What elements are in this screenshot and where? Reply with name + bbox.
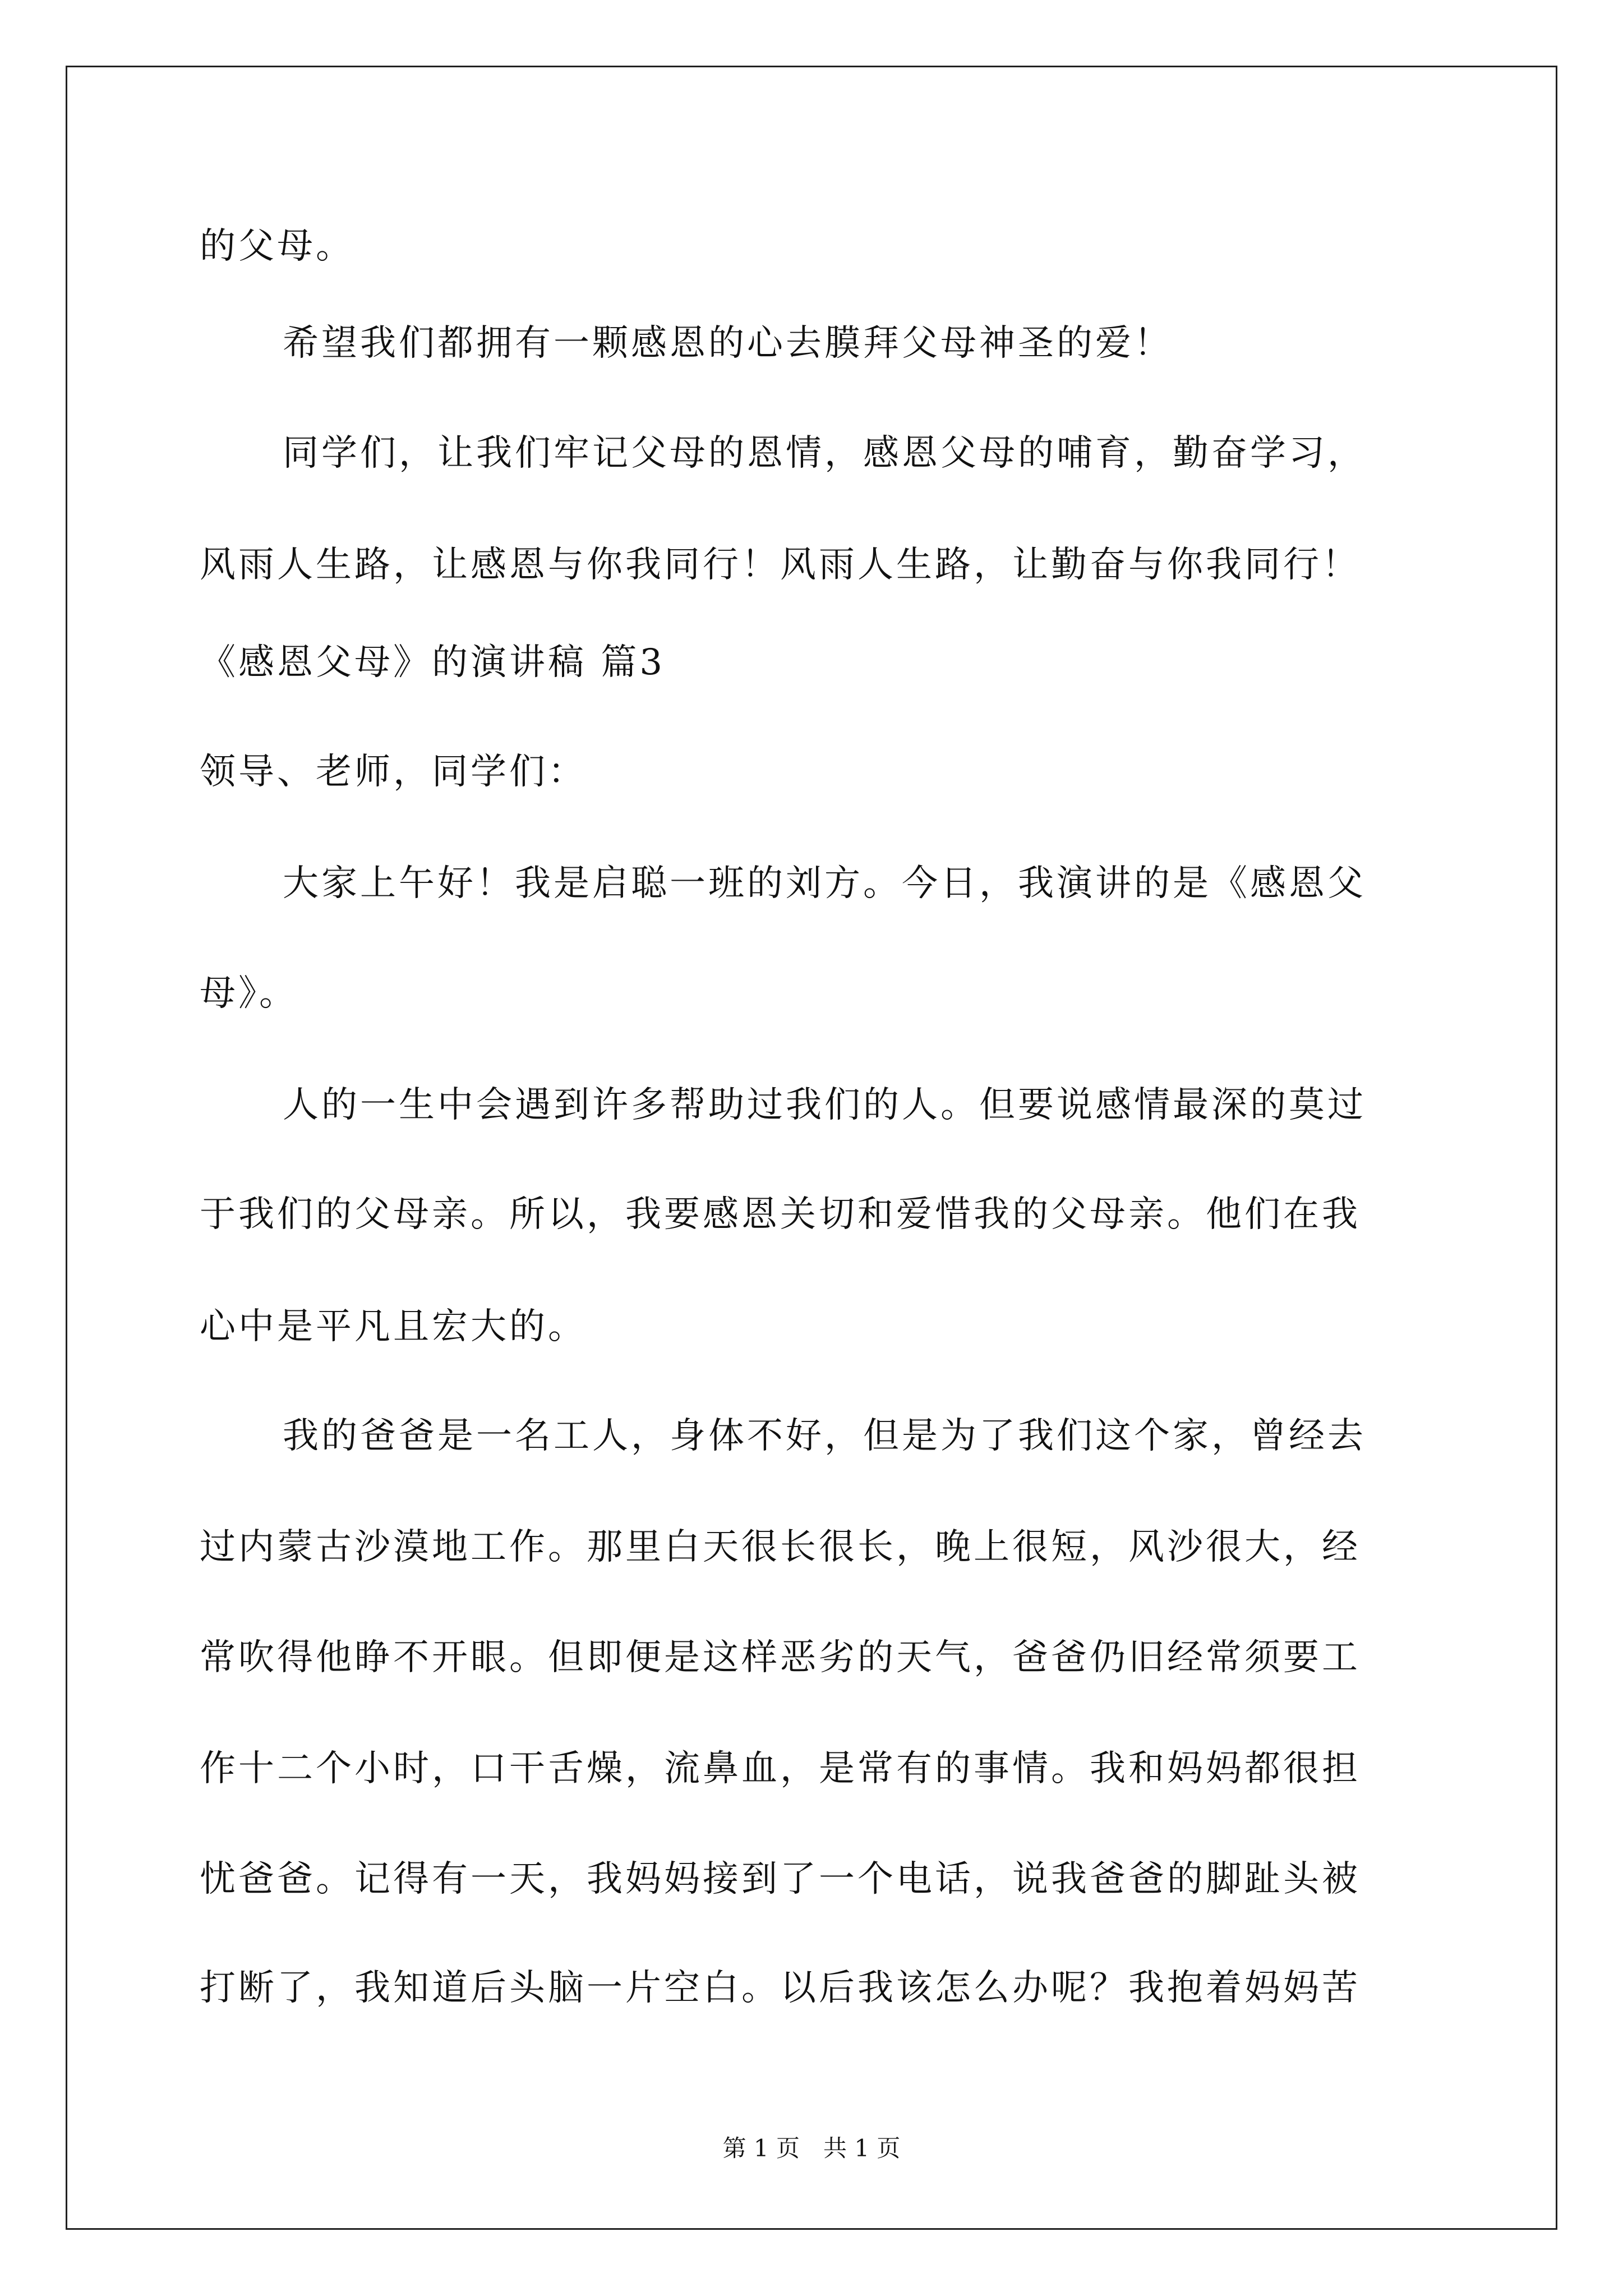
paragraph-line: 风雨人生路，让感恩与你我同行！风雨人生路，让勤奋与你我同行！ <box>200 544 1361 586</box>
paragraph-line: 希望我们都拥有一颗感恩的心去膜拜父母神圣的爱！ <box>283 323 1173 364</box>
paragraph-line: 忧爸爸。记得有一天，我妈妈接到了一个电话，说我爸爸的脚趾头被 <box>200 1858 1361 1900</box>
salutation-line: 领导、老师，同学们： <box>200 751 587 793</box>
paragraph-line: 大家上午好！我是启聪一班的刘方。今日，我演讲的是《感恩父 <box>283 863 1366 904</box>
paragraph-line: 心中是平凡且宏大的。 <box>200 1306 587 1347</box>
paragraph-line: 我的爸爸是一名工人，身体不好，但是为了我们这个家，曾经去 <box>283 1415 1366 1457</box>
paragraph-line: 常吹得他睁不开眼。但即便是这样恶劣的天气，爸爸仍旧经常须要工 <box>200 1637 1361 1678</box>
paragraph-line: 母》。 <box>200 973 298 1014</box>
paragraph-line: 打断了，我知道后头脑一片空白。以后我该怎么办呢？我抱着妈妈苦 <box>200 1967 1361 2009</box>
paragraph-line: 的父母。 <box>200 226 354 267</box>
paragraph-line: 作十二个小时，口干舌燥，流鼻血，是常有的事情。我和妈妈都很担 <box>200 1748 1361 1789</box>
paragraph-line: 同学们，让我们牢记父母的恩情，感恩父母的哺育，勤奋学习， <box>283 432 1366 474</box>
paragraph-line: 人的一生中会遇到许多帮助过我们的人。但要说感情最深的莫过 <box>283 1084 1366 1126</box>
page-border <box>66 66 1557 2230</box>
page-number-footer: 第 1 页 共 1 页 <box>722 2134 901 2162</box>
paragraph-line: 过内蒙古沙漠地工作。那里白天很长很长，晚上很短，风沙很大，经 <box>200 1526 1361 1568</box>
paragraph-line: 于我们的父母亲。所以，我要感恩关切和爱惜我的父母亲。他们在我 <box>200 1194 1361 1235</box>
section-heading: 《感恩父母》的演讲稿 篇3 <box>200 642 666 683</box>
